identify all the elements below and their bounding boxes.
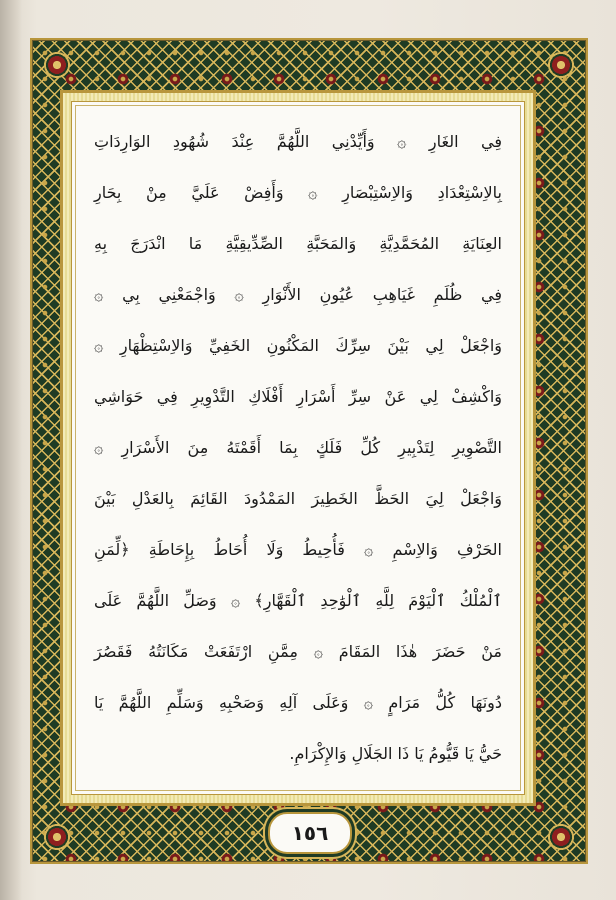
corner-rosette-icon	[40, 820, 74, 854]
text-line: وَاكْشِفْ لِي عَنْ سِرِّ أَسْرَارِ أَفْلَاكِ التَّدْوِيرِ فِي حَوَاشِي	[94, 387, 502, 406]
text-panel	[71, 101, 525, 795]
text-line: فِي الغَارِ ۞ وَأَيِّدْنِي اللَّهُمَّ عِنْدَ شُهُودِ الوَارِدَاتِ	[94, 132, 502, 151]
text-line: العِنَايَةِ المُحَمَّدِيَّةِ وَالمَحَبَّةِ الصِّدِّيقِيَّةِ مَا انْدَرَجَ بِهِ	[94, 234, 502, 253]
text-line: وَاجْعَلْ لِيَ الحَظَّ الخَطِيرَ المَمْدُودَ القَائِمَ بِالعَدْلِ بَيْنَ	[94, 489, 502, 508]
corner-rosette-icon	[544, 820, 578, 854]
text-line: فِي ظُلَمِ غَيَاهِبِ عُيُونِ الأَنْوَارِ ۞ وَاجْمَعْنِي بِي ۞	[94, 285, 502, 304]
text-line: حَيُّ يَا قَيُّومُ يَا ذَا الجَلَالِ وَالإِكْرَامِ.	[289, 744, 502, 763]
text-line: ٱلْمُلْكُ ٱلْيَوْمَ لِلَّهِ ٱلْوَٰحِدِ ٱلْقَهَّارِ﴾ ۞ وَصَلِّ اللَّهُمَّ عَلَى	[94, 591, 502, 610]
text-line: التَّصْوِيرِ لِتَدْبِيرِ كُلِّ فَلَكٍ بِمَا أَقَمْتَهُ مِنَ الأَسْرَارِ ۞	[94, 438, 502, 457]
corner-rosette-icon	[544, 48, 578, 82]
text-line: وَاجْعَلْ لِي بَيْنَ سِرِّكَ المَكْنُونِ الخَفِيِّ وَالاِسْتِظْهَارِ ۞	[94, 336, 502, 355]
text-line: مَنْ حَضَرَ هٰذَا المَقَامَ ۞ مِمَّنِ ارْتَفَعَتْ مَكَانَتُهُ فَقَصُرَ	[94, 642, 502, 661]
book-binding-shadow	[0, 0, 22, 900]
text-line: الحَرْفِ وَالاِسْمِ ۞ فَأُحِيطُ وَلَا أُحَاطُ بِإِحَاطَةِ ﴿لِّمَنِ	[94, 540, 502, 559]
text-line: دُونَهَا كُلُّ مَرَامٍ ۞ وَعَلَى آلِهِ وَصَحْبِهِ وَسَلِّمِ اللَّهُمَّ يَا	[94, 693, 502, 712]
corner-rosette-icon	[40, 48, 74, 82]
page-number: ١٥٦	[268, 812, 352, 854]
text-line: بِالاِسْتِعْدَادِ وَالاِسْتِبْصَارِ ۞ وَأَفِضْ عَلَيَّ مِنْ بِحَارِ	[94, 183, 502, 202]
